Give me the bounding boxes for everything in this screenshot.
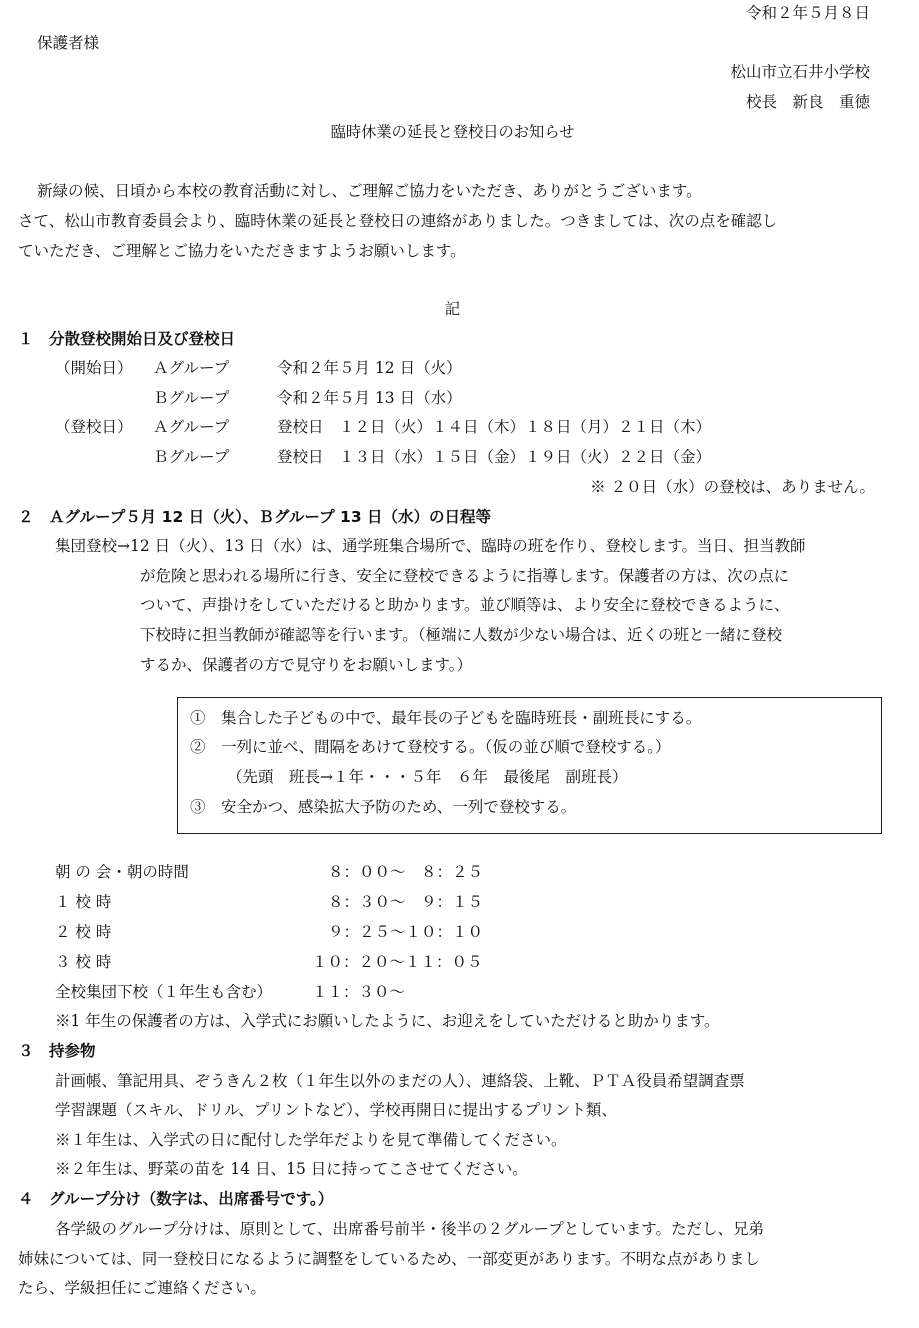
schedule-label: 朝 の 会・朝の時間 (55, 863, 189, 881)
schedule-time: ８：３０～ ９：１５ (328, 893, 484, 911)
recipient: 保護者様 (37, 34, 100, 52)
row-group: Ｂグループ (153, 389, 230, 407)
section-2-heading: ２ Ａグループ５月 12 日（火）、Ｂグループ 13 日（水）の日程等 (18, 508, 491, 526)
section-3-heading: ３ 持参物 (18, 1042, 96, 1060)
schedule-label: ２ 校 時 (55, 923, 112, 941)
schedule-label: 全校集団下校（１年生も含む） (55, 983, 273, 1001)
schedule-label: ３ 校 時 (55, 953, 112, 971)
paragraph-line: 各学級のグループ分けは、原則として、出席番号前半・後半の２グループとしています。ただし、兄弟 (55, 1220, 764, 1238)
row-value: 登校日 １３日（水）１５日（金）１９日（火）２２日（金） (277, 448, 712, 466)
row-value: 令和２年５月 12 日（火） (277, 359, 462, 377)
paragraph-line: ついて、声掛けをしていただけると助かります。並び順等は、より安全に登校できるように、 (140, 596, 790, 614)
paragraph-line: が危険と思われる場所に行き、安全に登校できるように指導します。保護者の方は、次の点に (140, 567, 790, 585)
item-line: ※２年生は、野菜の苗を 14 日、15 日に持ってこさせてください。 (55, 1160, 528, 1178)
section-2-note: ※1 年生の保護者の方は、入学式にお願いしたように、お迎えをしていただけると助かります。 (55, 1012, 720, 1030)
schedule-time: ８：００～ ８：２５ (328, 863, 484, 881)
intro-line: ていただき、ご理解とご協力をいただきますようお願いします。 (18, 242, 466, 260)
school-name: 松山市立石井小学校 (730, 63, 870, 81)
item-line: ※１年生は、入学式の日に配付した学年だよりを見て準備してください。 (55, 1131, 567, 1149)
paragraph-line: 姉妹については、同一登校日になるように調整をしているため、一部変更があります。不明な点がありまし (18, 1250, 760, 1268)
box-item: ① 集合した子どもの中で、最年長の子どもを臨時班長・副班長にする。 (190, 709, 702, 727)
ki-marker: 記 (444, 300, 461, 318)
item-line: 学習課題（スキル、ドリル、プリントなど）、学校再開日に提出するプリント類、 (55, 1101, 617, 1119)
section-1-note: ※ ２０日（水）の登校は、ありません。 (590, 478, 875, 496)
box-item: ③ 安全かつ、感染拡大予防のため、一列で登校する。 (190, 798, 577, 816)
paragraph-line: 集団登校→12 日（火）、13 日（水）は、通学班集合場所で、臨時の班を作り、登校します。当日、担当教師 (55, 537, 806, 555)
section-1-heading: １ 分散登校開始日及び登校日 (18, 330, 236, 348)
row-group: Ａグループ (153, 418, 230, 436)
row-group: Ｂグループ (153, 448, 230, 466)
row-value: 登校日 １２日（火）１４日（木）１８日（月）２１日（木） (277, 418, 712, 436)
row-label: （登校日） (55, 418, 133, 436)
box-item: ② 一列に並べ、間隔をあけて登校する。（仮の並び順で登校する。） (190, 738, 671, 756)
paragraph-line: 下校時に担当教師が確認等を行います。（極端に人数が少ない場合は、近くの班と一緒に登校 (140, 626, 783, 644)
schedule-time: １１：３０～ (312, 983, 406, 1001)
principal-name: 校長 新良 重徳 (745, 93, 870, 111)
row-value: 令和２年５月 13 日（水） (277, 389, 462, 407)
paragraph-line: するか、保護者の方で見守りをお願いします。） (140, 656, 473, 674)
schedule-time: ９：２５～１０：１０ (328, 923, 484, 941)
item-line: 計画帳、筆記用具、ぞうきん２枚（１年生以外のまだの人）、連絡袋、上靴、ＰＴＡ役員希望調査票 (55, 1072, 745, 1090)
intro-line: 新緑の候、日頃から本校の教育活動に対し、ご理解ご協力をいただき、ありがとうございます。 (37, 182, 702, 200)
row-group: Ａグループ (153, 359, 230, 377)
section-4-heading: ４ グループ分け（数字は、出席番号です。） (18, 1190, 334, 1208)
schedule-label: １ 校 時 (55, 893, 112, 911)
schedule-time: １０：２０～１１：０５ (312, 953, 483, 971)
document-title: 臨時休業の延長と登校日のお知らせ (330, 123, 575, 141)
box-item: （先頭 班長→１年・・・５年 ６年 最後尾 副班長） (227, 768, 628, 786)
row-label: （開始日） (55, 359, 133, 377)
notice-date: 令和２年５月８日 (745, 4, 870, 22)
paragraph-line: たら、学級担任にご連絡ください。 (18, 1279, 267, 1297)
intro-line: さて、松山市教育委員会より、臨時休業の延長と登校日の連絡がありました。つきましては、次の点を確認し (18, 212, 778, 230)
